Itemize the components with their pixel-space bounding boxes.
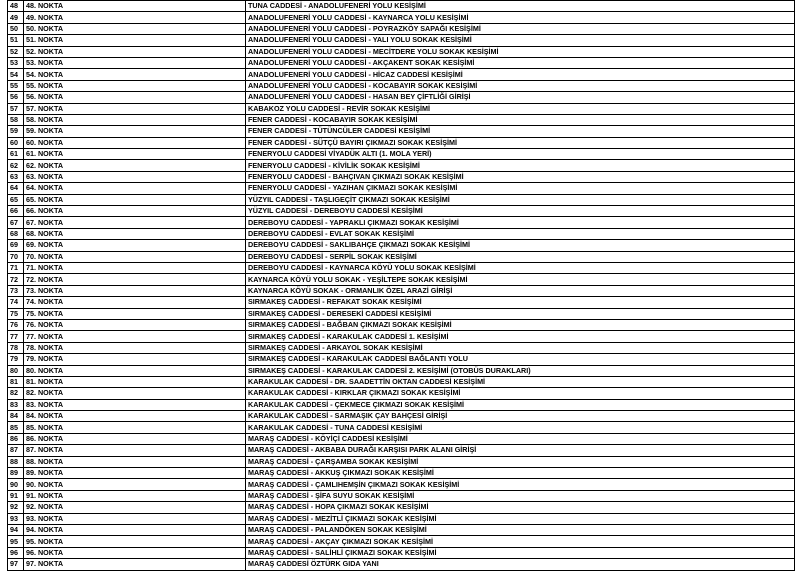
row-number-cell: 48 <box>8 1 24 12</box>
location-description-cell: KARAKULAK CADDESİ - ÇEKMECE ÇIKMAZI SOKAK KESİŞİMİ <box>246 399 795 410</box>
point-name-cell: 50. NOKTA <box>24 23 246 34</box>
point-name-cell: 78. NOKTA <box>24 342 246 353</box>
point-name-cell: 79. NOKTA <box>24 354 246 365</box>
location-description-cell: MARAŞ CADDESİ - ÇARŞAMBA SOKAK KESİŞİMİ <box>246 456 795 467</box>
row-number-cell: 64 <box>8 183 24 194</box>
location-description-cell: FENERYOLU CADDESİ VİYADÜK ALTI (1. MOLA YERİ) <box>246 149 795 160</box>
point-name-cell: 56. NOKTA <box>24 92 246 103</box>
point-name-cell: 97. NOKTA <box>24 559 246 570</box>
table-row <box>8 365 795 376</box>
table-row <box>8 331 795 342</box>
location-description-cell: FENERYOLU CADDESİ - YAZIHAN ÇIKMAZI SOKAK KESİŞİMİ <box>246 183 795 194</box>
row-number-cell: 65 <box>8 194 24 205</box>
location-description-cell: ANADOLUFENERİ YOLU CADDESİ - KAYNARCA YOLU KESİŞİMİ <box>246 12 795 23</box>
point-name-cell: 84. NOKTA <box>24 411 246 422</box>
table-row <box>8 456 795 467</box>
location-description-cell: MARAŞ CADDESİ - ÇAMLIHEMŞİN ÇIKMAZI SOKAK KESİŞİMİ <box>246 479 795 490</box>
row-number-cell: 60 <box>8 137 24 148</box>
table-row <box>8 308 795 319</box>
table-row <box>8 35 795 46</box>
location-description-cell: MARAŞ CADDESİ - SALİHLİ ÇIKMAZI SOKAK KESİŞİMİ <box>246 547 795 558</box>
row-number-cell: 92 <box>8 502 24 513</box>
location-description-cell: DEREBOYU CADDESİ - SAKLIBAHÇE ÇIKMAZI SOKAK KESİŞİMİ <box>246 240 795 251</box>
table-row <box>8 319 795 330</box>
row-number-cell: 63 <box>8 171 24 182</box>
row-number-cell: 62 <box>8 160 24 171</box>
row-number-cell: 76 <box>8 319 24 330</box>
location-description-cell: SIRMAKEŞ CADDESİ - BAĞBAN ÇIKMAZI SOKAK KESİŞİMİ <box>246 319 795 330</box>
point-name-cell: 60. NOKTA <box>24 137 246 148</box>
point-name-cell: 63. NOKTA <box>24 171 246 182</box>
row-number-cell: 71 <box>8 262 24 273</box>
point-name-cell: 65. NOKTA <box>24 194 246 205</box>
point-name-cell: 69. NOKTA <box>24 240 246 251</box>
row-number-cell: 89 <box>8 468 24 479</box>
location-description-cell: MARAŞ CADDESİ - MEZİTLİ ÇIKMAZI SOKAK KESİŞİMİ <box>246 513 795 524</box>
point-name-cell: 68. NOKTA <box>24 228 246 239</box>
point-name-cell: 53. NOKTA <box>24 57 246 68</box>
point-name-cell: 54. NOKTA <box>24 69 246 80</box>
point-name-cell: 77. NOKTA <box>24 331 246 342</box>
row-number-cell: 84 <box>8 411 24 422</box>
table-row <box>8 46 795 57</box>
location-description-cell: FENER CADDESİ - KOCABAYIR SOKAK KESİŞİMİ <box>246 114 795 125</box>
row-number-cell: 97 <box>8 559 24 570</box>
location-description-cell: ANADOLUFENERİ YOLU CADDESİ - HİCAZ CADDESİ KESİŞİMİ <box>246 69 795 80</box>
location-description-cell: SIRMAKEŞ CADDESİ - REFAKAT SOKAK KESİŞİMİ <box>246 297 795 308</box>
location-description-cell: MARAŞ CADDESİ - KÖYİÇİ CADDESİ KESİŞİMİ <box>246 433 795 444</box>
table-row <box>8 468 795 479</box>
location-description-cell: MARAŞ CADDESİ - AKBABA DURAĞI KARŞISI PARK ALANI GİRİŞİ <box>246 445 795 456</box>
route-points-table <box>7 0 795 571</box>
table-row <box>8 23 795 34</box>
point-name-cell: 86. NOKTA <box>24 433 246 444</box>
point-name-cell: 91. NOKTA <box>24 490 246 501</box>
table-row <box>8 399 795 410</box>
row-number-cell: 95 <box>8 536 24 547</box>
point-name-cell: 51. NOKTA <box>24 35 246 46</box>
row-number-cell: 55 <box>8 80 24 91</box>
location-description-cell: MARAŞ CADDESİ - AKKUŞ ÇIKMAZI SOKAK KESİŞİMİ <box>246 468 795 479</box>
row-number-cell: 56 <box>8 92 24 103</box>
point-name-cell: 49. NOKTA <box>24 12 246 23</box>
table-row <box>8 1 795 12</box>
location-description-cell: SIRMAKEŞ CADDESİ - ARKAYOL SOKAK KESİŞİMİ <box>246 342 795 353</box>
point-name-cell: 64. NOKTA <box>24 183 246 194</box>
location-description-cell: ANADOLUFENERİ YOLU CADDESİ - YALI YOLU SOKAK KESİŞİMİ <box>246 35 795 46</box>
table-row <box>8 445 795 456</box>
row-number-cell: 93 <box>8 513 24 524</box>
location-description-cell: ANADOLUFENERİ YOLU CADDESİ - AKÇAKENT SOKAK KESİŞİMİ <box>246 57 795 68</box>
location-description-cell: KABAKOZ YOLU CADDESİ - REVİR SOKAK KESİŞİMİ <box>246 103 795 114</box>
table-row <box>8 217 795 228</box>
point-name-cell: 75. NOKTA <box>24 308 246 319</box>
row-number-cell: 66 <box>8 206 24 217</box>
location-description-cell: MARAŞ CADDESİ - HOPA ÇIKMAZI SOKAK KESİŞİMİ <box>246 502 795 513</box>
table-row <box>8 12 795 23</box>
location-description-cell: KARAKULAK CADDESİ - DR. SAADETTİN OKTAN CADDESİ KESİŞİMİ <box>246 376 795 387</box>
row-number-cell: 82 <box>8 388 24 399</box>
point-name-cell: 62. NOKTA <box>24 160 246 171</box>
table-row <box>8 240 795 251</box>
row-number-cell: 58 <box>8 114 24 125</box>
location-description-cell: KARAKULAK CADDESİ - KIRKLAR ÇIKMAZI SOKAK KESİŞİMİ <box>246 388 795 399</box>
point-name-cell: 52. NOKTA <box>24 46 246 57</box>
location-description-cell: FENERYOLU CADDESİ - BAHÇIVAN ÇIKMAZI SOKAK KESİŞİMİ <box>246 171 795 182</box>
location-description-cell: DEREBOYU CADDESİ - SERPİL SOKAK KESİŞİMİ <box>246 251 795 262</box>
row-number-cell: 73 <box>8 285 24 296</box>
table-row <box>8 69 795 80</box>
point-name-cell: 93. NOKTA <box>24 513 246 524</box>
row-number-cell: 94 <box>8 524 24 535</box>
row-number-cell: 49 <box>8 12 24 23</box>
point-name-cell: 61. NOKTA <box>24 149 246 160</box>
table-row <box>8 194 795 205</box>
point-name-cell: 88. NOKTA <box>24 456 246 467</box>
table-row <box>8 149 795 160</box>
location-description-cell: FENERYOLU CADDESİ - KİVİLİK SOKAK KESİŞİMİ <box>246 160 795 171</box>
location-description-cell: ANADOLUFENERİ YOLU CADDESİ - POYRAZKÖY SAPAĞI KESİŞİMİ <box>246 23 795 34</box>
table-body <box>8 1 795 571</box>
location-description-cell: KAYNARCA KÖYÜ YOLU SOKAK - YEŞİLTEPE SOKAK KESİŞİMİ <box>246 274 795 285</box>
location-description-cell: TUNA CADDESİ - ANADOLUFENERİ YOLU KESİŞİMİ <box>246 1 795 12</box>
row-number-cell: 50 <box>8 23 24 34</box>
location-description-cell: KAYNARCA KÖYÜ SOKAK - ORMANLIK ÖZEL ARAZİ GİRİŞİ <box>246 285 795 296</box>
point-name-cell: 58. NOKTA <box>24 114 246 125</box>
table-row <box>8 342 795 353</box>
location-description-cell: ANADOLUFENERİ YOLU CADDESİ - KOCABAYIR SOKAK KESİŞİMİ <box>246 80 795 91</box>
point-name-cell: 48. NOKTA <box>24 1 246 12</box>
table-row <box>8 137 795 148</box>
row-number-cell: 51 <box>8 35 24 46</box>
location-description-cell: YÜZYIL CADDESİ - TAŞLIGEÇİT ÇIKMAZI SOKAK KESİŞİMİ <box>246 194 795 205</box>
point-name-cell: 85. NOKTA <box>24 422 246 433</box>
table-row <box>8 559 795 570</box>
row-number-cell: 91 <box>8 490 24 501</box>
location-description-cell: MARAŞ CADDESİ - PALANDÖKEN SOKAK KESİŞİMİ <box>246 524 795 535</box>
point-name-cell: 59. NOKTA <box>24 126 246 137</box>
table-row <box>8 114 795 125</box>
row-number-cell: 74 <box>8 297 24 308</box>
table-row <box>8 502 795 513</box>
table-row <box>8 297 795 308</box>
table-row <box>8 274 795 285</box>
table-row <box>8 57 795 68</box>
row-number-cell: 87 <box>8 445 24 456</box>
location-description-cell: SIRMAKEŞ CADDESİ - KARAKULAK CADDESİ 2. KESİŞİMİ (OTOBÜS DURAKLARI) <box>246 365 795 376</box>
row-number-cell: 77 <box>8 331 24 342</box>
row-number-cell: 53 <box>8 57 24 68</box>
table-row <box>8 513 795 524</box>
table-row <box>8 183 795 194</box>
row-number-cell: 86 <box>8 433 24 444</box>
location-description-cell: SIRMAKEŞ CADDESİ - KARAKULAK CADDESİ 1. KESİŞİMİ <box>246 331 795 342</box>
point-name-cell: 55. NOKTA <box>24 80 246 91</box>
point-name-cell: 74. NOKTA <box>24 297 246 308</box>
table-row <box>8 536 795 547</box>
location-description-cell: KARAKULAK CADDESİ - TUNA CADDESİ KESİŞİMİ <box>246 422 795 433</box>
point-name-cell: 57. NOKTA <box>24 103 246 114</box>
location-description-cell: DEREBOYU CADDESİ - EVLAT SOKAK KESİŞİMİ <box>246 228 795 239</box>
location-description-cell: ANADOLUFENERİ YOLU CADDESİ - MECİTDERE YOLU SOKAK KESİŞİMİ <box>246 46 795 57</box>
point-name-cell: 67. NOKTA <box>24 217 246 228</box>
point-name-cell: 72. NOKTA <box>24 274 246 285</box>
point-name-cell: 82. NOKTA <box>24 388 246 399</box>
row-number-cell: 75 <box>8 308 24 319</box>
point-name-cell: 70. NOKTA <box>24 251 246 262</box>
table-row <box>8 92 795 103</box>
row-number-cell: 96 <box>8 547 24 558</box>
row-number-cell: 59 <box>8 126 24 137</box>
point-name-cell: 95. NOKTA <box>24 536 246 547</box>
table-row <box>8 411 795 422</box>
row-number-cell: 80 <box>8 365 24 376</box>
location-description-cell: FENER CADDESİ - TÜTÜNCÜLER CADDESİ KESİŞİMİ <box>246 126 795 137</box>
row-number-cell: 90 <box>8 479 24 490</box>
point-name-cell: 89. NOKTA <box>24 468 246 479</box>
point-name-cell: 66. NOKTA <box>24 206 246 217</box>
row-number-cell: 52 <box>8 46 24 57</box>
table-row <box>8 433 795 444</box>
table-row <box>8 422 795 433</box>
point-name-cell: 81. NOKTA <box>24 376 246 387</box>
table-row <box>8 262 795 273</box>
point-name-cell: 92. NOKTA <box>24 502 246 513</box>
table-row <box>8 388 795 399</box>
point-name-cell: 90. NOKTA <box>24 479 246 490</box>
row-number-cell: 68 <box>8 228 24 239</box>
point-name-cell: 71. NOKTA <box>24 262 246 273</box>
row-number-cell: 88 <box>8 456 24 467</box>
table-row <box>8 160 795 171</box>
point-name-cell: 80. NOKTA <box>24 365 246 376</box>
row-number-cell: 54 <box>8 69 24 80</box>
table-row <box>8 171 795 182</box>
row-number-cell: 72 <box>8 274 24 285</box>
row-number-cell: 69 <box>8 240 24 251</box>
row-number-cell: 57 <box>8 103 24 114</box>
table-row <box>8 490 795 501</box>
location-description-cell: MARAŞ CADDESİ - ŞİFA SUYU SOKAK KESİŞİMİ <box>246 490 795 501</box>
row-number-cell: 85 <box>8 422 24 433</box>
location-description-cell: ANADOLUFENERİ YOLU CADDESİ - HASAN BEY ÇİFTLİĞİ GİRİŞİ <box>246 92 795 103</box>
table-row <box>8 103 795 114</box>
point-name-cell: 94. NOKTA <box>24 524 246 535</box>
location-description-cell: MARAŞ CADDESİ - AKÇAY ÇIKMAZI SOKAK KESİŞİMİ <box>246 536 795 547</box>
table-row <box>8 376 795 387</box>
table-row <box>8 126 795 137</box>
location-description-cell: KARAKULAK CADDESİ - SARMAŞIK ÇAY BAHÇESİ GİRİŞİ <box>246 411 795 422</box>
row-number-cell: 78 <box>8 342 24 353</box>
table-row <box>8 228 795 239</box>
row-number-cell: 79 <box>8 354 24 365</box>
location-description-cell: SIRMAKEŞ CADDESİ - KARAKULAK CADDESİ BAĞLANTI YOLU <box>246 354 795 365</box>
row-number-cell: 61 <box>8 149 24 160</box>
location-description-cell: YÜZYIL CADDESİ - DEREBOYU CADDESİ KESİŞİMİ <box>246 206 795 217</box>
point-name-cell: 73. NOKTA <box>24 285 246 296</box>
location-description-cell: MARAŞ CADDESİ ÖZTÜRK GIDA YANI <box>246 559 795 570</box>
point-name-cell: 83. NOKTA <box>24 399 246 410</box>
point-name-cell: 76. NOKTA <box>24 319 246 330</box>
table-row <box>8 547 795 558</box>
table-row <box>8 285 795 296</box>
row-number-cell: 81 <box>8 376 24 387</box>
table-row <box>8 354 795 365</box>
table-row <box>8 206 795 217</box>
row-number-cell: 67 <box>8 217 24 228</box>
location-description-cell: FENER CADDESİ - SÜTÇÜ BAYIRI ÇIKMAZI SOKAK KESİŞİMİ <box>246 137 795 148</box>
row-number-cell: 83 <box>8 399 24 410</box>
table-row <box>8 80 795 91</box>
row-number-cell: 70 <box>8 251 24 262</box>
point-name-cell: 96. NOKTA <box>24 547 246 558</box>
location-description-cell: DEREBOYU CADDESİ - YAPRAKLI ÇIKMAZI SOKAK KESİŞİMİ <box>246 217 795 228</box>
table-row <box>8 479 795 490</box>
location-description-cell: DEREBOYU CADDESİ - KAYNARCA KÖYÜ YOLU SOKAK KESİŞİMİ <box>246 262 795 273</box>
table-row <box>8 524 795 535</box>
table-row <box>8 251 795 262</box>
point-name-cell: 87. NOKTA <box>24 445 246 456</box>
location-description-cell: SIRMAKEŞ CADDESİ - DERESEKİ CADDESİ KESİŞİMİ <box>246 308 795 319</box>
